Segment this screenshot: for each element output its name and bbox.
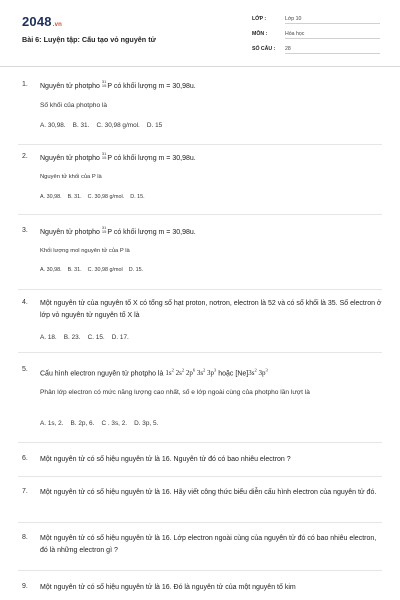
meta-label: SỐ CÂU : <box>252 46 276 52</box>
meta-value: Hóa học <box>285 31 380 39</box>
logo-suffix: .vn <box>52 22 63 28</box>
divider <box>18 522 382 523</box>
question-stem: Một nguyên tử có số hiệu nguyên tử là 16. Lớp electron ngoài cùng của nguyên tử đó có bao nhiêu electron, đó là những electron gì ? <box>40 535 377 554</box>
mass-number: 31 <box>101 79 107 84</box>
question-number: 6. <box>22 455 28 462</box>
electron-configuration: $1s^2$ $2s^2$ $2p^6$ $3s^2$ $3p^3$ <box>165 368 217 378</box>
question-number: 2. <box>22 153 28 160</box>
question-sub: Khối lượng mol nguyên tử của P là <box>40 248 130 254</box>
meta-value: Lớp 10 <box>285 16 380 24</box>
meta-row-class <box>252 14 382 29</box>
mass-number: 31 <box>101 225 107 230</box>
nuclide-notation <box>102 152 106 160</box>
question-number: 3. <box>22 227 28 234</box>
question-stem <box>40 365 385 380</box>
nuclide-notation <box>102 80 106 88</box>
stem-text: P có khối lượng m = 30,98u. <box>107 229 196 236</box>
question-number: 9. <box>22 583 28 590</box>
question-stem <box>40 80 385 93</box>
divider <box>18 476 382 477</box>
stem-text: P có khối lượng m = 30,98u. <box>107 155 196 162</box>
question-stem: Một nguyên tử có số hiệu nguyên tử là 16. Đó là nguyên tử của một nguyên tố kim <box>40 584 296 591</box>
answer-options: A. 18. B. 23. C. 15. D. 17. <box>40 334 129 341</box>
question-sub: Nguyên tử khối của P là <box>40 174 102 180</box>
short-configuration: $3s^2$ $3p^3$ <box>248 368 268 378</box>
divider <box>18 442 382 443</box>
stem-text: Nguyên tử photpho <box>40 229 100 236</box>
site-logo[interactable] <box>22 14 62 29</box>
stem-text: hoặc [Ne] <box>218 370 249 378</box>
question-stem <box>40 226 385 239</box>
nuclide-notation <box>102 226 106 234</box>
question-number: 1. <box>22 81 28 88</box>
question-sub: Phân lớp electron có mức năng lượng cao nhất, số e lớp ngoài cùng của photpho lần lượt là <box>40 389 310 396</box>
atomic-number: 15 <box>101 229 107 234</box>
meta-row-subject <box>252 29 382 44</box>
lesson-title: Bài 6: Luyện tập: Cấu tạo vỏ nguyên tử <box>22 35 156 44</box>
atomic-number: 15 <box>101 155 107 160</box>
answer-options: A. 1s, 2. B. 2p, 6. C . 3s, 2. D. 3p, 5. <box>40 420 159 427</box>
stem-text: Nguyên tử photpho <box>40 83 100 90</box>
question-stem: Một nguyên tử có số hiệu nguyên tử là 16. Nguyên tử đó có bao nhiêu electron ? <box>40 456 291 463</box>
question-sub: Số khối của photpho là <box>40 102 108 109</box>
meta-label: LỚP : <box>252 16 267 22</box>
mass-number: 31 <box>101 151 107 156</box>
meta-value: 28 <box>285 46 380 54</box>
question-number: 7. <box>22 488 28 495</box>
answer-options: A. 30,98. B. 31. C. 30,98 g/mol. D. 15. <box>40 194 145 200</box>
stem-text: Cấu hình electron nguyên tử photpho là <box>40 370 164 378</box>
question-number: 4. <box>22 299 28 306</box>
divider <box>18 570 382 571</box>
question-stem: Một nguyên tử của nguyên tố X có tổng số hạt proton, nơtron, electron là 52 và có số khối là 35. Số electron ở lớp vỏ nguyên tử nguyên tố X là <box>40 300 382 319</box>
logo-text: 2048 <box>22 14 52 29</box>
meta-row-count <box>252 44 382 59</box>
question-stem <box>40 152 385 165</box>
question-stem: Một nguyên tử có số hiệu nguyên tử là 16. Hãy viết công thức biểu diễn cấu hình electron của nguyên tử đó. <box>40 489 377 496</box>
atomic-number: 15 <box>101 83 107 88</box>
answer-options: A. 30,98. B. 31. C. 30,98 g/mol D. 15. <box>40 267 144 273</box>
question-number: 5. <box>22 366 28 373</box>
divider <box>18 352 382 353</box>
stem-text: P có khối lượng m = 30,98u. <box>107 83 196 90</box>
worksheet-header <box>0 0 400 67</box>
stem-text: Nguyên tử photpho <box>40 155 100 162</box>
divider <box>18 144 382 145</box>
answer-options: A. 30,98. B. 31. C. 30,98 g/mol. D. 15 <box>40 122 163 129</box>
divider <box>18 289 382 290</box>
question-number: 8. <box>22 534 28 541</box>
divider <box>18 214 382 215</box>
meta-panel <box>252 14 382 59</box>
meta-label: MÔN : <box>252 31 268 37</box>
